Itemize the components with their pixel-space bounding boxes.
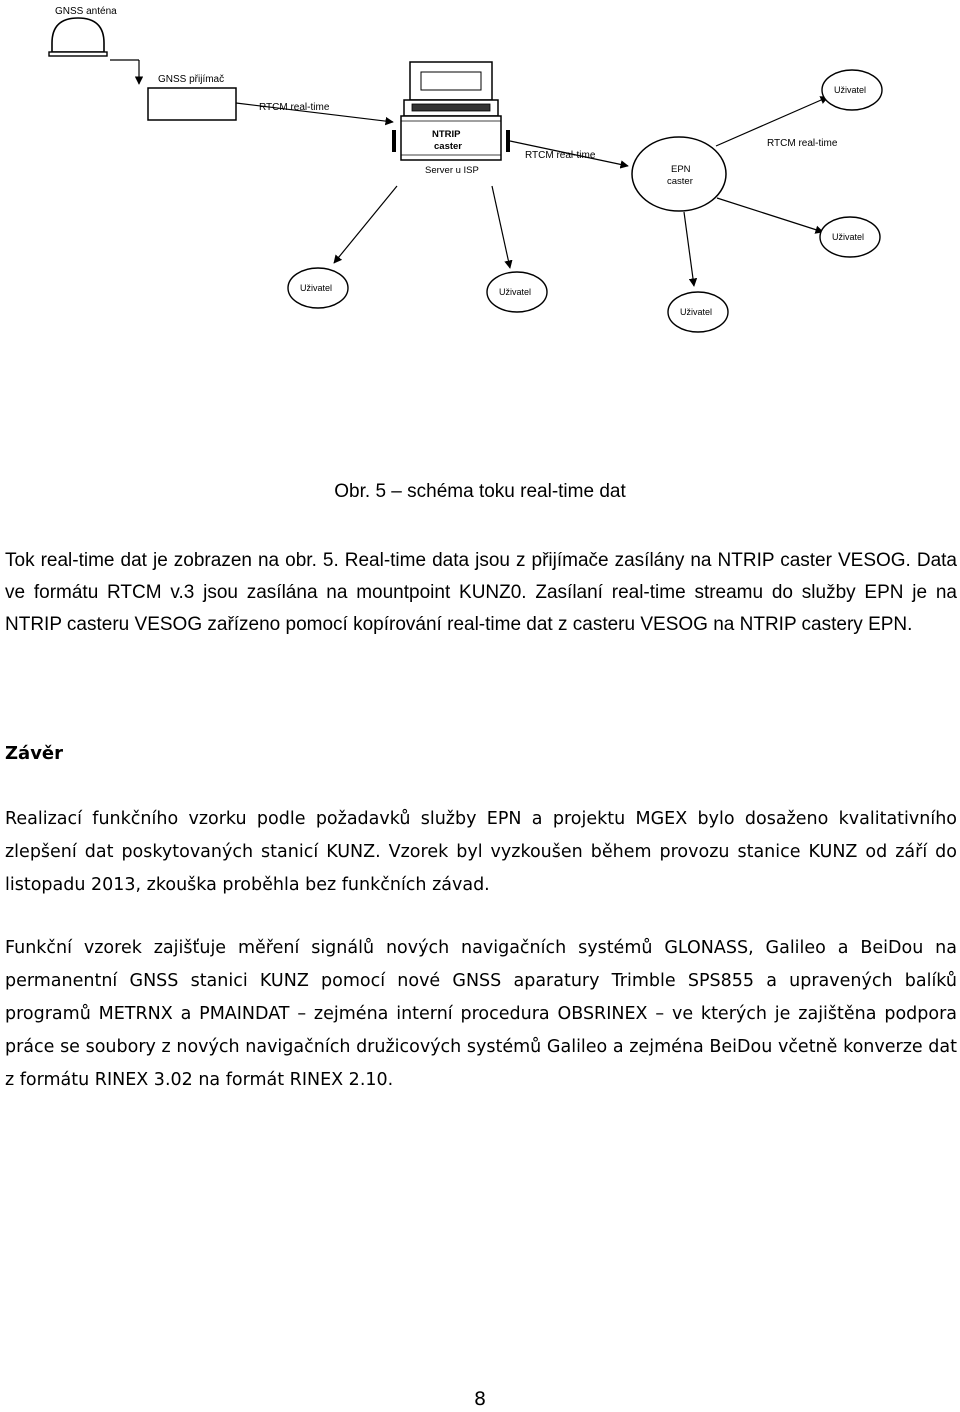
antenna-label: GNSS anténa (55, 6, 117, 17)
arrow-caster-to-user-middle (492, 186, 510, 268)
receiver-label: GNSS přijímač (158, 74, 225, 85)
epn-caster-label: caster (667, 176, 693, 187)
rtcm-label-2: RTCM real-time (525, 150, 596, 161)
user-label: Uživatel (832, 232, 865, 242)
paragraph-data-flow: Tok real-time dat je zobrazen na obr. 5. Real-time data jsou z přijímače zasílány na NTRIP caster VESOG. Data ve formátu RTCM v.3 jsou zasílána na mountpoint KUNZ0. Zasílaní real-time streamu do služby EPN je na NTRIP casteru VESOG zařízeno pomocí kopírování real-time dat z casteru VESOG na NTRIP castery EPN. (5, 550, 957, 635)
rtcm-label-3: RTCM real-time (767, 138, 838, 149)
antenna-receiver-cable (110, 60, 139, 84)
figure-caption: Obr. 5 – schéma toku real-time dat (334, 481, 626, 502)
user-node (288, 268, 348, 308)
server-label: Server u ISP (425, 165, 479, 176)
user-node (487, 272, 547, 312)
user-label: Uživatel (680, 307, 713, 317)
user-label: Uživatel (834, 85, 867, 95)
arrow-caster-to-user-left (334, 186, 397, 263)
gnss-receiver-box (148, 88, 236, 120)
arrow-epn-to-user-3 (684, 212, 694, 286)
arrow-epn-to-user-2 (717, 198, 823, 232)
caster-label: caster (434, 141, 462, 152)
gnss-antenna (49, 18, 107, 56)
section-heading-conclusion: Závěr (5, 743, 64, 764)
user-label: Uživatel (300, 283, 333, 293)
rtcm-label-1: RTCM real-time (259, 102, 330, 113)
paragraph-functional-sample: Funkční vzorek zajišťuje měření signálů nových navigačních systémů GLONASS, Galileo a BeiDou na permanentní GNSS stanici KUNZ pomocí nové GNSS aparatury Trimble SPS855 a upravených balíků programů METRNX a PMAINDAT – zejména interní procedura OBSRINEX – ve kterých je zajištěna podpora práce se soubory z nových navigačních družicových systémů Galileo a zejména BeiDou včetně konverze dat z formátu RINEX 3.02 na formát RINEX 2.10. (5, 938, 957, 1090)
user-node (668, 292, 728, 332)
ntrip-label: NTRIP (432, 129, 461, 140)
epn-label: EPN (671, 164, 691, 175)
user-label: Uživatel (499, 287, 532, 297)
user-node (820, 217, 880, 257)
data-flow-diagram (0, 0, 960, 340)
paragraph-conclusion: Realizací funkčního vzorku podle požadavků služby EPN a projektu MGEX bylo dosaženo kvalitativního zlepšení dat poskytovaných stanicí KUNZ. Vzorek byl vyzkoušen během provozu stanice KUNZ od září do listopadu 2013, zkouška proběhla bez funkčních závad. (5, 809, 957, 895)
page-number: 8 (473, 1388, 487, 1410)
user-node (822, 70, 882, 110)
